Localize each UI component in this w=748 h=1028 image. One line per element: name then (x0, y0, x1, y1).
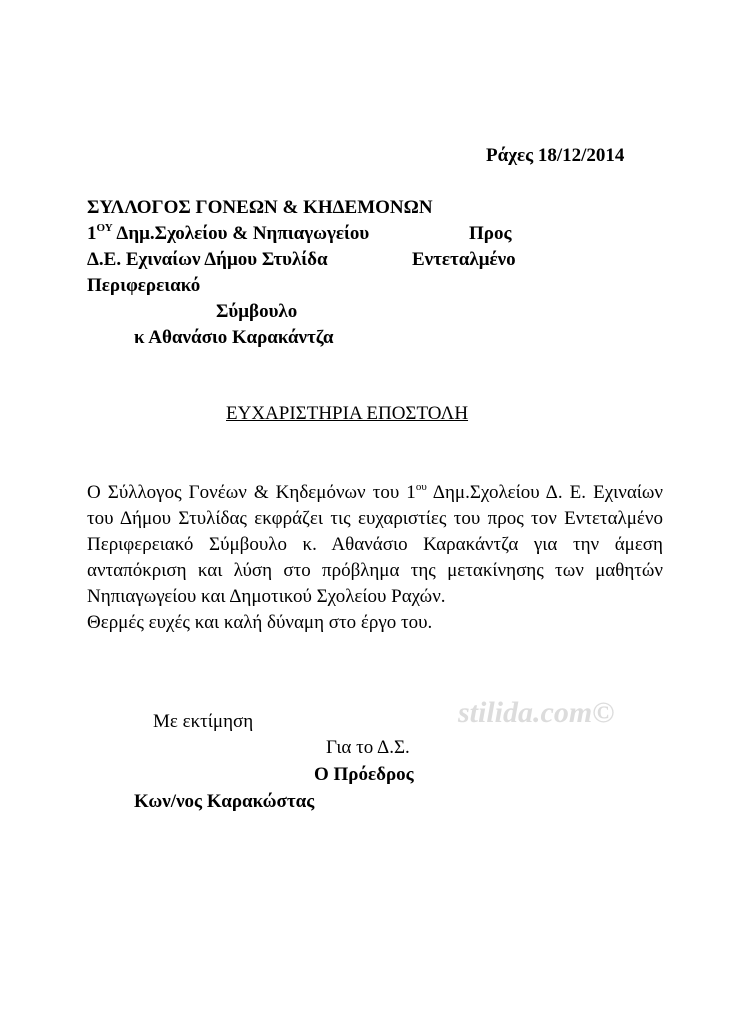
body-paragraph-2: Θερμές ευχές και καλή δύναμη στο έργο του. (87, 612, 433, 633)
body-paragraph-1-rest: Δημ.Σχολείου Δ. Ε. Εχιναίων του Δήμου Στυλίδας εκφράζει τις ευχαριστίες του προς τον Εντεταλμένο Περιφερειακό Σύμβουλο κ. Αθανάσιο Καρακάντζα για την άμεση ανταπόκριση και λύση στο πρόβλημα της μετακίνησης των μαθητών Νηπιαγωγείου και Δημοτικού Σχολείου Ραχών. (87, 482, 663, 607)
sender-municipality: Δ.Ε. Εχιναίων Δήμου Στυλίδα (87, 249, 328, 270)
body-paragraph-1-ordinal: ου (415, 481, 427, 493)
recipient-line-1: Εντεταλμένο (412, 249, 516, 270)
body-paragraph-1 (87, 480, 663, 610)
sender-association-name: ΣΥΛΛΟΓΟΣ ΓΟΝΕΩΝ & ΚΗΔΕΜΟΝΩΝ (87, 197, 433, 218)
body-paragraph-1-start: Ο Σύλλογος Γονέων & Κηδεμόνων του 1 (87, 482, 416, 503)
sender-school-number: 1 (87, 223, 97, 244)
recipient-to-label: Προς (469, 223, 512, 244)
sender-school-line (87, 222, 369, 246)
site-watermark: stilida.com© (458, 696, 615, 729)
sender-school-ordinal: ΟΥ (96, 222, 113, 234)
letter-date: Ράχες 18/12/2014 (486, 145, 625, 166)
recipient-line-2: Περιφερειακό (87, 275, 201, 296)
letter-subject: ΕΥΧΑΡΙΣΤΗΡΙΑ ΕΠΟΣΤΟΛΗ (226, 403, 469, 424)
sender-school-name: Δημ.Σχολείου & Νηπιαγωγείου (112, 223, 370, 244)
signature-name: Κων/νος Καρακώστας (134, 791, 315, 812)
letter-body (87, 480, 663, 636)
president-title: Ο Πρόεδρος (314, 764, 414, 785)
recipient-line-3: Σύμβουλο (216, 301, 298, 322)
recipient-name: κ Αθανάσιο Καρακάντζα (134, 327, 334, 348)
closing-phrase: Με εκτίμηση (153, 711, 254, 732)
for-board-label: Για το Δ.Σ. (326, 737, 410, 758)
